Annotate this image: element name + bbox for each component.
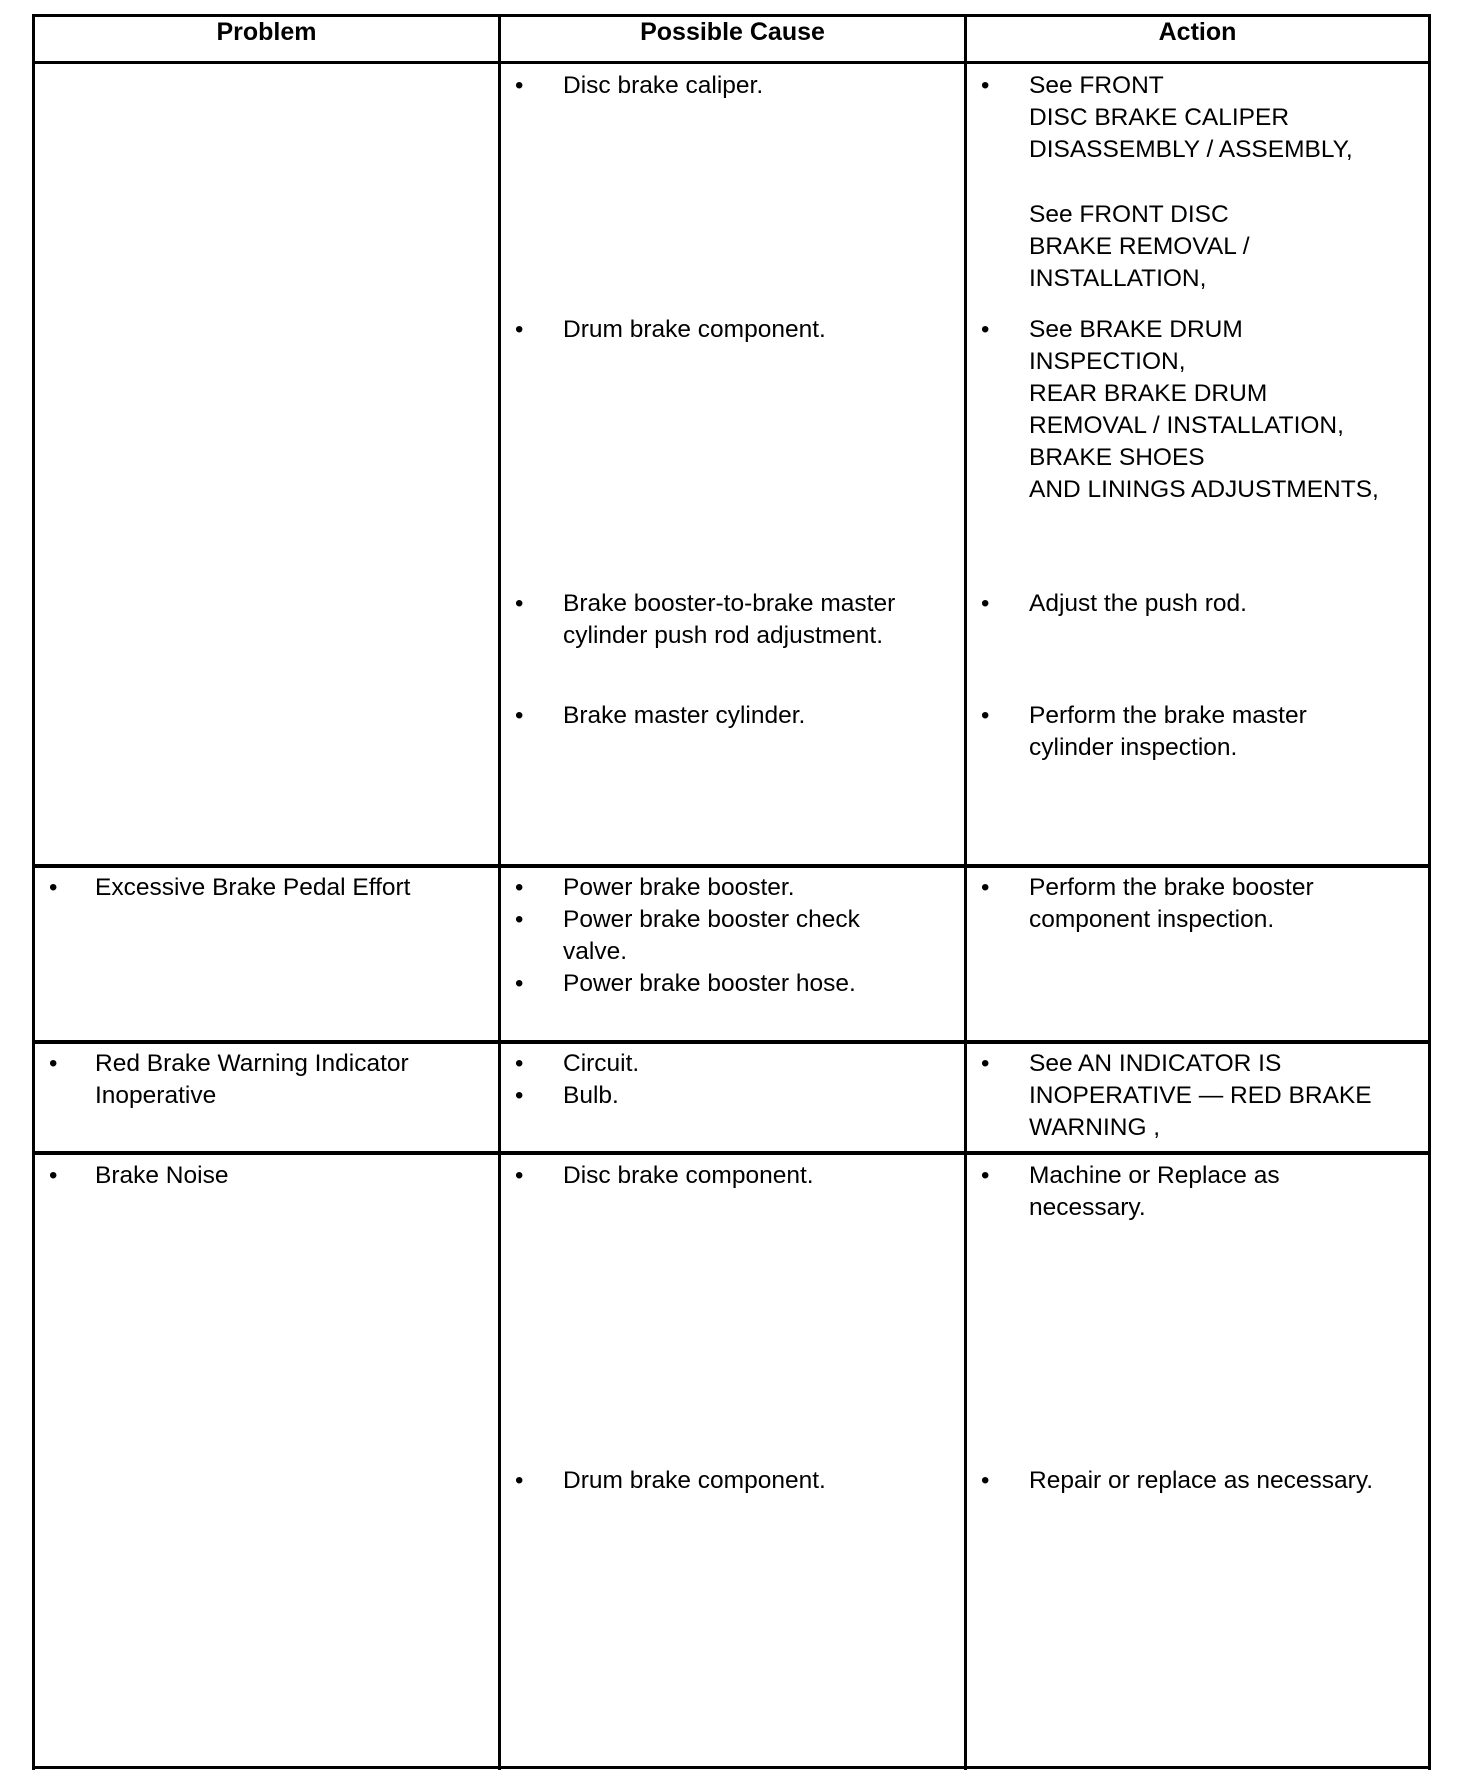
action-machine-replace: • Machine or Replace as necessary. [967,1160,1425,1224]
header-problem: Problem [216,18,317,46]
problem-excessive-pedal-effort: • Excessive Brake Pedal Effort [35,872,495,904]
causes-circuit-bulb: • Circuit. • Bulb. [501,1048,961,1112]
action-brake-drum: • See BRAKE DRUM INSPECTION, REAR BRAKE DRUM REMOVAL / INSTALLATION, BRAKE SHOES AND LININGS ADJUSTMENTS, [967,314,1425,506]
cause-drum-brake-component: • Drum brake component. [501,314,961,346]
cause-brake-master-cylinder: • Brake master cylinder. [501,700,961,732]
row-divider-2 [32,1040,1431,1044]
cause-drum-brake-component-noise: • Drum brake component. [501,1465,961,1497]
action-front-disc-removal: See FRONT DISC BRAKE REMOVAL / INSTALLATION, [1029,201,1250,292]
cause-push-rod-adjustment: • Brake booster-to-brake master cylinder push rod adjustment. [501,588,961,652]
table-border-top [32,14,1431,17]
cause-disc-brake-component: • Disc brake component. [501,1160,961,1192]
header-divider [32,61,1431,64]
action-repair-replace: • Repair or replace as necessary. [967,1465,1425,1497]
action-master-cylinder-inspection: • Perform the brake master cylinder inspection. [967,700,1425,764]
action-front-disc-caliper: • See FRONT DISC BRAKE CALIPER DISASSEMBLY / ASSEMBLY, [967,70,1425,166]
action-adjust-push-rod: • Adjust the push rod. [967,588,1425,620]
action-booster-inspection: • Perform the brake booster component inspection. [967,872,1425,936]
header-possible-cause: Possible Cause [640,18,825,46]
table-border-right [1428,14,1431,1770]
causes-booster: • Power brake booster. • Power brake booster check valve. • Power brake booster hose. [501,872,961,1000]
row-divider-3 [32,1151,1431,1155]
header-action: Action [1158,18,1237,46]
action-indicator-inoperative: • See AN INDICATOR IS INOPERATIVE — RED BRAKE WARNING , [967,1048,1425,1144]
problem-brake-noise: • Brake Noise [35,1160,495,1192]
table-border-bottom [32,1766,1431,1769]
cause-disc-brake-caliper: • Disc brake caliper. [501,70,961,102]
row-divider-1 [32,864,1431,868]
problem-red-brake-warning: • Red Brake Warning Indicator Inoperative [35,1048,495,1112]
